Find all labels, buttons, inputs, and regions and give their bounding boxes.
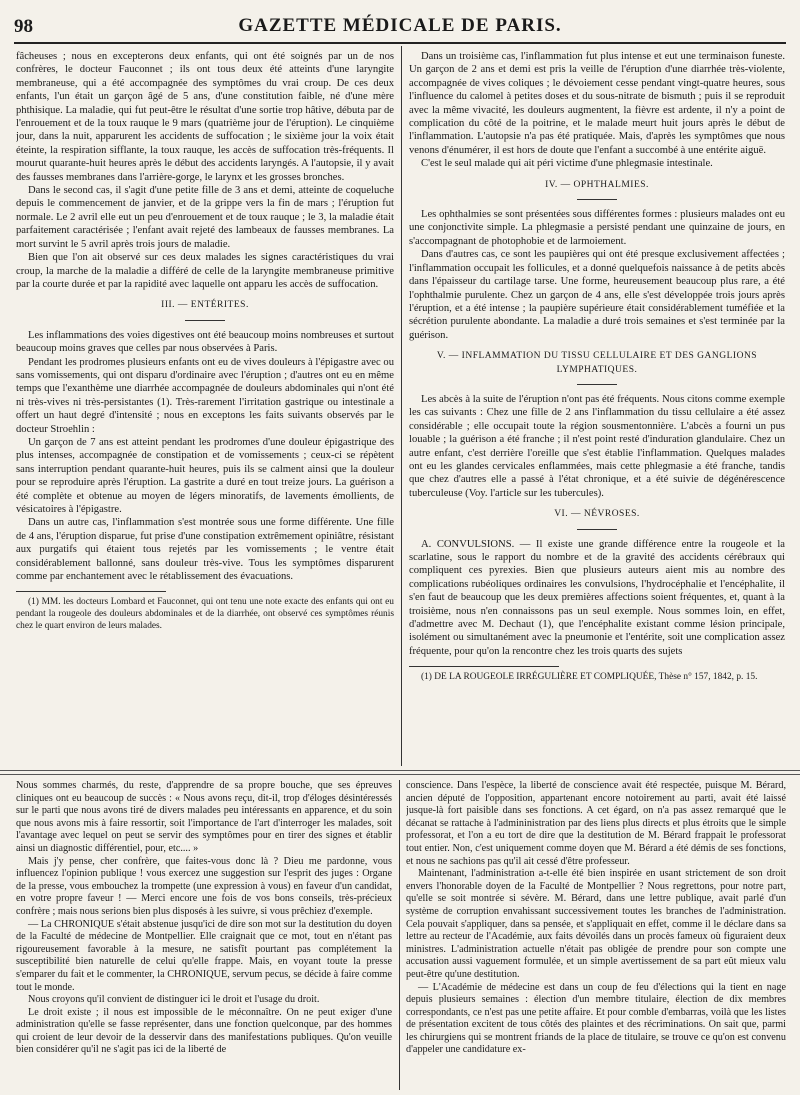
paragraph: Maintenant, l'administration a-t-elle été bien inspirée en usant strictement de son droit envers l'honorable doyen de la Faculté de Montpellier ? Nous regrettons, pour notre part, qu'elle se soit montrée si sévère. M. Bérard, dans une lettre publique, avait parlé d'un système de corruption envahissant successivement toutes les branches de l'administration. Cela pouvait s'appliquer, dans sa pensée, et s'appliquait en effet, comme il le déclare dans sa lettre au recteur de l'Académie, aux faits dévoilés dans un procès fameux où figuraient deux ministres. L'administration actuelle n'était pas obligée de prendre pour son compte une accusation aussi vaguement formulée, et un simple avertissement de sa part eût mieux valu peut-être qu'une destitution.	[406, 868, 786, 980]
section-heading: VI. — NÉVROSES.	[554, 509, 640, 520]
section-rule	[577, 199, 617, 200]
paragraph: Le droit existe ; il nous est impossible de le méconnaître. On ne peut exiger d'une administration qu'elle se fasse représenter, dans une fonction quelconque, par des hommes qui croient de leur devoir de la desservir dans des manifestations publiques. Qu'on veuille bien considérer qu'il ne s'agit pas ici de la liberté de	[16, 1006, 392, 1056]
column-divider	[401, 46, 402, 766]
header-rule	[14, 42, 786, 44]
section-heading: IV. — OPHTHALMIES.	[545, 179, 649, 190]
footnote: (1) DE LA ROUGEOLE IRRÉGULIÈRE ET COMPLIQUÉE, Thèse n° 157, 1842, p. 15.	[421, 672, 758, 683]
section-rule	[185, 320, 225, 321]
paragraph: — La CHRONIQUE s'était abstenue jusqu'ici de dire son mot sur la destitution du doyen de la Faculté de médecine de Montpellier. Elle craignait que ce mot, tout en n'étant pas rigoureusement favorable à la mesure, ne satisfît pourtant pas complétement la susceptibilité bien naturelle de celui qu'elle frappe. Mais, en voyant toute la presse s'emparer du fait et le commenter, la CHRONIQUE, servum pecus, se décide à faire comme tout le monde.	[16, 918, 392, 993]
column-divider	[399, 780, 400, 1090]
paragraph: Nous croyons qu'il convient de distinguer ici le droit et l'usage du droit.	[28, 994, 320, 1006]
paragraph: Pendant les prodromes plusieurs enfants ont eu de vives douleurs à l'épigastre avec ou sans vomissements, qui ont disparu d'ordinaire avec l'éruption ; d'autres ont eu en même temps que l'exanthème une diarrhée accompagnée de douleurs abdominales qui n'ont été ni très-vives ni très-persistantes (1). Très-rarement l'irritation gastrique ou intestinale a offert un haut degré d'intensité ; nous en exceptons les faits suivants observés par le docteur Stroehlin :	[16, 356, 394, 435]
footnote: (1) MM. les docteurs Lombard et Fauconnet, qui ont tenu une note exacte des enfants qui ont eu pendant la rougeole des douleurs abdominales et de la diarrhée, ont observé ces symptômes réunis chez le quart environ de leurs malades.	[16, 597, 394, 632]
paragraph: Mais j'y pense, cher confrère, que faites-vous donc là ? Dieu me pardonne, vous influencez l'opinion publique ! vous exercez une suggestion sur l'esprit des juges : Organe de la presse, vous embouchez la trompette (une expression à vous) en faveur d'un candidat, en votre propre faveur ! — Merci encore une fois de vos bons conseils, très-précieux confrère ; mais nous serions bien plus disposés à les suivre, si vous prêchiez d'exemple.	[16, 855, 392, 917]
paragraph: Dans d'autres cas, ce sont les paupières qui ont été presque exclusivement affectées ; l'inflammation occupait les follicules, et a donné quelquefois naissance à de petits abcès dans l'épaisseur du cartilage tarse. Une forme, heureusement beaucoup plus rare, a été l'ophthalmie purulente. Chez un garçon de 4 ans, elle s'est développée trois jours après l'éruption, et a été intense ; la paupière supérieure était considérablement tuméfiée et la sécrétion purulente abondante. La maladie a duré trois semaines et s'est terminée par la guérison.	[409, 249, 785, 341]
paragraph: Dans un troisième cas, l'inflammation fut plus intense et eut une terminaison funeste. Un garçon de 2 ans et demi est pris la veille de l'éruption d'une diarrhée très-violente, accompagnée de vives coliques ; le dévoiement cesse pendant vingt-quatre heures, sous l'influence du calomel à petites doses et du sous-nitrate de bismuth ; puis il se reproduit avec la même vivacité, les douleurs augmentent, la fièvre est ardente, il n'y a point de complication du côté de la poitrine, et le malade meurt huit jours après le début de l'inflammation. L'autopsie n'a pas été pratiquée. Mais, d'après les symptômes que nous venons d'énumérer, il est hors de doute que l'enfant a succombé à une entérite aiguë.	[409, 51, 785, 156]
column-right	[409, 50, 785, 766]
footnote-rule	[409, 666, 559, 667]
paragraph: — L'Académie de médecine est dans un coup de feu d'élections qui la tient en nage depuis plusieurs semaines : élection d'un membre titulaire, élection de dix membres correspondants, ce n'est pas une petite affaire. Et pour comble d'embarras, voilà que les listes de présentation excitent de tous côtés des plaintes et des récriminations. On sait que, parmi les chirurgiens qui se montrent friands de la place de titulaire, se trouve ce qu'on est convenu d'appeler une candidature ex-	[406, 981, 786, 1056]
journal-title: GAZETTE MÉDICALE DE PARIS.	[238, 15, 562, 36]
paragraph: Dans le second cas, il s'agit d'une petite fille de 3 ans et demi, atteinte de coqueluche depuis le commencement de janvier, et de la grippe vers la fin de mars ; l'éruption fut normale. Le 2 avril elle eut un peu d'enrouement et de toux rauque ; le 3, la maladie était parfaitement caractérisée ; l'enfant avait rejeté des lambeaux de fausses membranes. La mort survint le 5 avril après trois jours de maladie.	[16, 185, 394, 250]
band-rule	[0, 774, 800, 775]
footnote-rule	[16, 591, 166, 592]
section-rule	[577, 529, 617, 530]
paragraph: Les ophthalmies se sont présentées sous différentes formes : plusieurs malades ont eu une conjonctivite simple. La phlegmasie a persisté pendant une quinzaine de jours, en s'accompagnant de photophobie et de larmoiement.	[409, 209, 785, 247]
paragraph: fâcheuses ; nous en excepterons deux enfants, qui ont été soignés par un de nos confrères, le docteur Fauconnet ; ils ont tous deux été atteints d'une laryngite membraneuse, qui a été accompagnée des symptômes du vrai croup. De ces deux enfants, l'un était un garçon âgé de 5 ans, d'une constitution faible, né d'une mère phthisique. La maladie, qui fut peut-être le résultat d'une sortie trop hâtive, débuta par de l'enrouement et de la toux rauque le 9 mars (quatrième jour de l'éruption). Le cinquième jour, dans la nuit, apparurent les accidents de suffocation ; le sixième jour la voix était éteinte, la respiration sifflante, la toux rauque, les accès de suffocation très-fréquents. Il mourut quarante-huit heures après le début des accidents laryngés. A l'autopsie, il y avait des fausses membranes dans l'arrière-gorge, le larynx et les grosses bronches.	[16, 51, 394, 183]
paragraph: C'est le seul malade qui ait péri victime d'une phlegmasie intestinale.	[421, 158, 713, 170]
section-rule	[577, 384, 617, 385]
paragraph: Bien que l'on ait observé sur ces deux malades les signes caractéristiques du vrai croup, la marche de la maladie a différé de celle de la laryngite membraneuse primitive par la courte durée et par la rapidité avec laquelle ont apparu les accès de suffocation.	[16, 252, 394, 290]
section-heading: III. — ENTÉRITES.	[161, 300, 249, 311]
paragraph: A. CONVULSIONS. — Il existe une grande différence entre la rougeole et la scarlatine, sous le rapport du nombre et de la gravité des accidents cérébraux qui compliquent ces pyrexies. Bien que plusieurs auteurs aient mis au nombre des complications rubéoliques ordinaires les convulsions, l'hydrocéphalie et l'encéphalite, il s'en faut de beaucoup que les deux premières affections soient fréquentes, et, quant à la troisième, nous n'en connaissons pas un seul exemple. Nous sommes loin, en effet, d'admettre avec M. Dechaut (1), que l'encéphalite existant comme lésion principale, isolément ou simultanément avec la pneumonie et l'entérite, soit une complication assez fréquente, pour qu'on la rencontre chez les trois quarts des sujets	[409, 538, 785, 657]
paragraph: Les abcès à la suite de l'éruption n'ont pas été fréquents. Nous citons comme exemple les cas suivants : Chez une fille de 2 ans l'inflammation du tissu cellulaire a été assez considérable ; elle occupait toute la région sousmentonnière. L'abcès a fourni un pus louable ; la guérison a été franche ; il n'est point resté d'induration glandulaire. Chez un autre enfant, c'est derrière l'oreille que s'est établie l'inflammation. Quelques malades ont eu les glandes cervicales enflammées, mais cette phlegmasie a été franche, tandis que chez d'autres elle a passé à l'état chronique, et a été suivie de dégénérescence tuberculeuse (Voy. l'article sur les tubercules).	[409, 393, 785, 499]
paragraph: Dans un autre cas, l'inflammation s'est montrée sous une forme différente. Une fille de 4 ans, l'éruption disparue, fut prise d'une constipation extrêmement opiniâtre, résistant aux purgatifs qui étaient tous rejetés par les vomissements ; le ventre était considérablement ballonné, sans douleur très-vive. Tous les symptômes disparurent comme par enchantement avec le rétablissement des évacuations.	[16, 517, 394, 583]
page-number: 98	[14, 16, 33, 37]
page-header	[14, 14, 786, 40]
band-rule	[0, 770, 800, 771]
column-bottom-left	[16, 780, 392, 1090]
paragraph: conscience. Dans l'espèce, la liberté de conscience avait été respectée, puisque M. Bérard, ancien député de l'opposition, appartenant encore notoirement au parti, avait été laissé jusque-là fort paisible dans ses fonctions. A cet égard, on n'a pas assez remarqué que le décanat se rattache à l'admininistration par des liens plus directs et plus étroits que le simple professorat, et l'on a eu tort de dire que la destitution de M. Bérard frappait le professorat tout entier. Non, c'est uniquement comme doyen que M. Bérard a été démis de ses fonctions, et nous ne sachions pas qu'il ait cessé d'être professeur.	[406, 780, 786, 867]
column-bottom-right	[406, 780, 786, 1090]
paragraph: Un garçon de 7 ans est atteint pendant les prodromes d'une douleur épigastrique des plus intenses, accompagnée de constipation et de vomissements ; ceux-ci se répètent sans interruption pendant quarante-huit heures, puis ils se calment ainsi que la douleur pour se reproduire après l'éruption. La gastrite a duré en tout treize jours. La guérison a été complète et obtenue au moyen de légers minoratifs, de lavements émollients, de vésicatoires à l'épigastre.	[16, 436, 394, 515]
paragraph: Nous sommes charmés, du reste, d'apprendre de sa propre bouche, que ses épreuves cliniques ont eu beaucoup de succès : « Nous avons reçu, dit-il, trop d'éloges désintéressés sur le parti que nous avons tiré de divers malades peu intéressants en apparence, et du soin que nous avons mis à faire ressortir, soit l'importance de l'art d'interroger les malades, soit l'avantage avec lequel on peut se servir des symptômes pour en tirer des signes et établir ainsi un diagnostic différentiel, pour, etc.... »	[16, 780, 392, 854]
paragraph: Les inflammations des voies digestives ont été beaucoup moins nombreuses et surtout beaucoup moins graves que celles par nous observées à Paris.	[16, 329, 394, 355]
section-heading: V. — INFLAMMATION DU TISSU CELLULAIRE ET DES GANGLIONS LYMPHATIQUES.	[436, 351, 758, 375]
column-left	[16, 50, 394, 766]
